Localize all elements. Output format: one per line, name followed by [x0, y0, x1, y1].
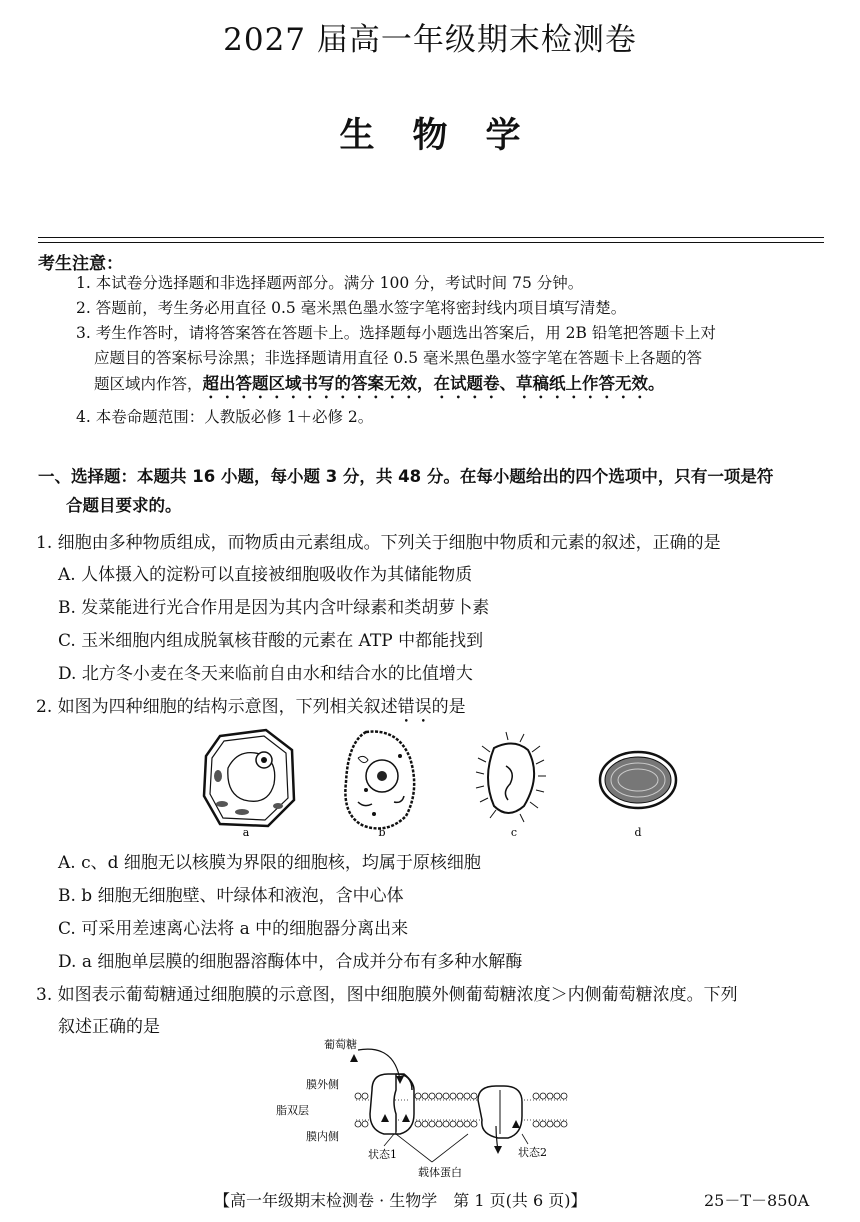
question-1-option-a: A. 人体摄入的淀粉可以直接被细胞吸收作为其储能物质 [58, 565, 473, 585]
figure-label-a: a [242, 826, 250, 839]
section-heading [38, 462, 828, 520]
notice-item-2: 2. 答题前，考生务必用直径 0.5 毫米黑色墨水签字笔将密封线内项目填写清楚。 [76, 299, 627, 317]
label-state2: 状态2 [518, 1146, 547, 1159]
subject-title: 生物学 [339, 115, 559, 156]
exam-title: 2027 届高一年级期末检测卷 [223, 22, 637, 58]
label-glucose: 葡萄糖 [324, 1038, 357, 1051]
label-carrier: 载体蛋白 [418, 1166, 462, 1179]
notice-item-1: 1. 本试卷分选择题和非选择题两部分。满分 100 分，考试时间 75 分钟。 [76, 274, 584, 292]
glucose-marker [350, 1054, 358, 1062]
question-2-option-c: C. 可采用差速离心法将 a 中的细胞器分离出来 [58, 919, 409, 939]
membrane-transport-figure [272, 1030, 582, 1182]
figure-label-d: d [634, 826, 642, 839]
notice-heading: 考生注意： [38, 254, 123, 274]
divider-line [38, 242, 824, 243]
question-1-option-c: C. 玉米细胞内组成脱氧核苷酸的元素在 ATP 中都能找到 [58, 631, 484, 651]
notice-item-3-emphasis: 超出答题区域书写的答案无效，在试题卷、草稿纸上作答无效。 [202, 374, 665, 393]
question-2-option-d: D. a 细胞单层膜的细胞器溶酶体中，合成并分布有多种水解酶 [58, 952, 523, 972]
question-3-stem-line2: 叙述正确的是 [58, 1017, 160, 1037]
label-bilayer: 脂双层 [276, 1104, 309, 1117]
notice-item-4: 4. 本卷命题范围：人教版必修 1＋必修 2。 [76, 408, 374, 426]
animal-cell-diagram [345, 732, 414, 829]
section-heading-line2: 合题目要求的。 [66, 496, 182, 515]
label-state1: 状态1 [368, 1148, 397, 1161]
carrier-protein-state1-right [396, 1074, 414, 1134]
carrier-protein-state1-left [370, 1074, 396, 1134]
question-1-option-b: B. 发菜能进行光合作用是因为其内含叶绿素和类胡萝卜素 [58, 598, 490, 618]
notice-item-3-line2: 应题目的答案标号涂黑；非选择题请用直径 0.5 毫米黑色墨水签字笔在答题卡上各题的答 [94, 349, 703, 367]
question-3-stem-line1: 3. 如图表示葡萄糖通过细胞膜的示意图，图中细胞膜外侧葡萄糖浓度＞内侧葡萄糖浓度。下列 [36, 985, 738, 1005]
exam-code: 25－T－850A [704, 1191, 810, 1210]
bacterium-diagram [476, 732, 546, 822]
question-2-stem-emphasis: 错误 [397, 697, 432, 717]
section-heading-line1: 一、选择题：本题共 16 小题，每小题 3 分，共 48 分。在每小题给出的四个选项中，只有一项是符 [38, 467, 774, 486]
figure-label-b: b [378, 826, 386, 839]
notice-item-3-line3 [94, 371, 665, 402]
question-2-option-a: A. c、d 细胞无以核膜为界限的细胞核，均属于原核细胞 [58, 853, 481, 873]
question-2-stem-post: 的是 [431, 697, 466, 717]
divider-line [38, 237, 824, 238]
figure-label-c: c [510, 826, 518, 839]
plant-cell-diagram [204, 730, 294, 826]
cyanobacterium-diagram [600, 752, 676, 808]
page-footer: 【高一年级期末检测卷 · 生物学 第 1 页(共 6 页)】 [214, 1191, 587, 1210]
label-outside: 膜外侧 [306, 1078, 339, 1091]
question-2-stem-pre: 2. 如图为四种细胞的结构示意图，下列相关叙述 [36, 697, 398, 717]
label-inside: 膜内侧 [306, 1130, 339, 1143]
question-1-option-d: D. 北方冬小麦在冬天来临前自由水和结合水的比值增大 [58, 664, 473, 684]
question-1-stem: 1. 细胞由多种物质组成，而物质由元素组成。下列关于细胞中物质和元素的叙述，正确的是 [36, 533, 721, 553]
question-2-option-b: B. b 细胞无细胞壁、叶绿体和液泡，含中心体 [58, 886, 404, 906]
notice-item-3-plain: 题区域内作答， [94, 375, 203, 393]
question-2-stem [36, 694, 466, 727]
notice-item-3-line1: 3. 考生作答时，请将答案答在答题卡上。选择题每小题选出答案后，用 2B 铅笔把答题卡上对 [76, 324, 716, 342]
four-cells-figure [198, 728, 678, 840]
